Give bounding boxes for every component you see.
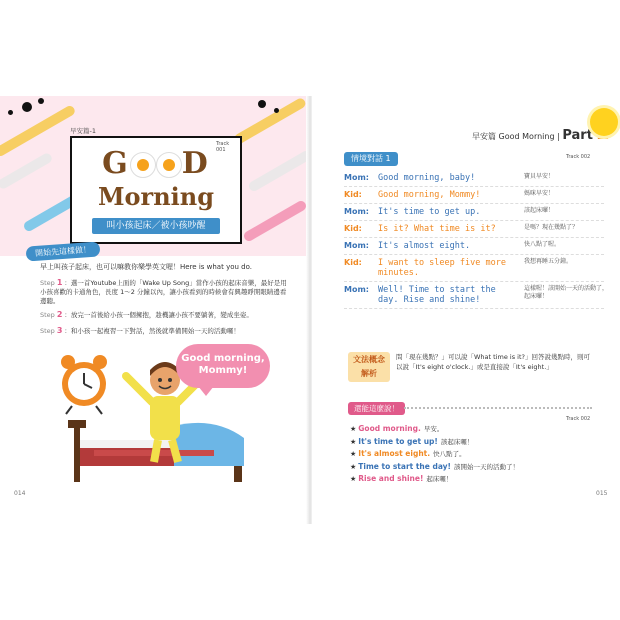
track-label: Track 002	[566, 154, 591, 160]
sun-icon	[590, 108, 618, 136]
expression-item: ★ It's time to get up! 該起床囉！	[350, 436, 474, 446]
expression-item: ★ Rise and shine! 起床囉！	[350, 474, 453, 483]
expression-item: ★ Time to start the day! 該開始一天的活動了！	[350, 461, 519, 471]
right-page	[312, 96, 620, 524]
track-label: Track 001	[216, 141, 230, 153]
title-letter-g: G	[102, 146, 130, 181]
dialogue-tag: 情境對話 1	[344, 152, 398, 166]
more-expressions-tag: 還能這麼說！	[348, 402, 405, 415]
more-expressions-list	[350, 423, 519, 486]
egg-icon	[130, 152, 156, 178]
decorative-scribble	[404, 407, 592, 413]
grammar-tag: 文法概念 解析	[348, 352, 390, 382]
alarm-clock-icon	[61, 355, 107, 414]
dialogue-row: Mom: Good morning, baby! 寶貝早安！	[344, 170, 604, 187]
expression-item: ★ It's almost eight. 快八點了。	[350, 449, 466, 458]
star-icon: ★	[350, 462, 357, 471]
title-good	[72, 146, 240, 181]
page-number-left: 014	[14, 490, 26, 497]
title-letter-d: D	[181, 146, 210, 181]
grammar-text: 問「現在幾點？」可以說「What time is it?」回答說幾點時，則可以說「It's eight o'clock.」或是直接說「It's eight.」	[396, 353, 590, 371]
title-card	[70, 136, 242, 244]
intro-text: 早上叫孩子起床，也可以嘛教你樂學英文喔！Here is what you do.	[40, 263, 252, 271]
dialogue-row: Mom: Well! Time to start the day. Rise and shine! 這樣喔！該開始一天的活動了，起床囉！	[344, 282, 604, 309]
expression-item: ★ Good morning. 早安。	[350, 424, 444, 433]
dialogue-row: Mom: It's time to get up. 該起床囉！	[344, 204, 604, 221]
running-header: 早安篇 Good Morning | Part	[472, 128, 593, 143]
star-icon: ★	[350, 437, 357, 446]
star-icon: ★	[350, 450, 357, 458]
star-icon: ★	[350, 475, 357, 483]
dialogue-table	[344, 170, 609, 309]
track-label: Track 002	[566, 416, 591, 422]
step-2: Step 2 ：放完一首後給小孩一個擁抱，趁機讓小孩不要躺著，變成坐姿。	[40, 310, 253, 319]
dialogue-row: Kid: Is it? What time is it? 是嗎？現在幾點了？	[344, 221, 604, 238]
step-3: Step 3 ：和小孩一起複習一下對話，然後就準備開始一天的活動囉！	[40, 326, 240, 335]
dialogue-row: Kid: Good morning, Mommy! 媽咪早安！	[344, 187, 604, 204]
speech-bubble: Good morning, Mommy!	[176, 344, 270, 388]
dialogue-row: Kid: I want to sleep five more minutes. 我想再睡五分鐘。	[344, 255, 604, 282]
egg-icon	[156, 152, 182, 178]
page-number-right: 015	[596, 490, 608, 497]
book-spread	[0, 96, 620, 524]
dialogue-row: Mom: It's almost eight. 快八點了喔。	[344, 238, 604, 255]
section-banner: 開始先這樣做！	[26, 241, 101, 261]
subtitle-banner: 叫小孩起床／被小孩吵醒	[92, 218, 220, 234]
unit-tag: 早安篇-1	[70, 127, 96, 135]
star-icon: ★	[350, 425, 357, 433]
title-morning: Morning	[97, 182, 214, 211]
step-1: Step 1 ：選一首Youtube上面的「Wake Up Song」當作小孩的起床音樂，最好是用小孩喜歡的卡通角色，長度 1～2 分鐘以內，讓小孩看到的時候會有興趣睜開眼睛邊看邊聽。	[40, 278, 287, 305]
left-page	[0, 96, 308, 524]
